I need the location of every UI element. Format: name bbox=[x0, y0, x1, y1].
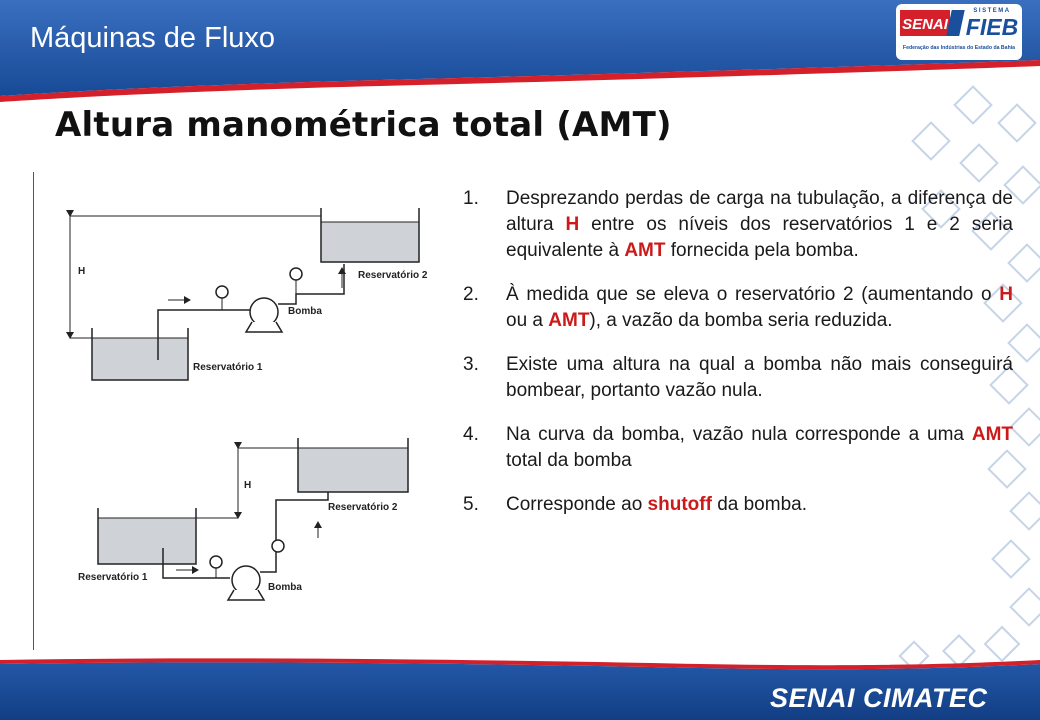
slide-title: Altura manométrica total (AMT) bbox=[55, 105, 672, 145]
text-segment: da bomba. bbox=[711, 494, 807, 515]
reservoir2-water-bottom bbox=[298, 448, 408, 492]
text-segment: Na curva da bomba, vazão nula corresponde a uma bbox=[506, 424, 972, 445]
header-title: Máquinas de Fluxo bbox=[30, 22, 276, 54]
text-segment: entre os níveis dos reservatórios 1 e 2 seria equivalente à bbox=[506, 214, 1013, 261]
text-segment: Existe uma altura na qual a bomba não mais conseguirá bombear, portanto vazão nula. bbox=[506, 354, 1013, 401]
reservoir2-label-top: Reservatório 2 bbox=[358, 270, 428, 281]
footer-brand: SENAI CIMATEC bbox=[770, 683, 988, 713]
senai-fieb-logo bbox=[896, 4, 1022, 60]
gauge-bottom-discharge bbox=[272, 540, 284, 552]
logo-sistema-text: SISTEMA bbox=[973, 8, 1011, 14]
list-item-text bbox=[506, 282, 1013, 334]
reservoir2-label-bottom: Reservatório 2 bbox=[328, 502, 398, 513]
pump-label-bottom: Bomba bbox=[268, 582, 302, 593]
list-item-text bbox=[506, 492, 1013, 518]
pump-top bbox=[250, 298, 278, 326]
text-segment: Corresponde ao bbox=[506, 494, 648, 515]
reservoir1-label-top: Reservatório 1 bbox=[193, 362, 263, 373]
highlight-term: AMT bbox=[548, 310, 590, 331]
text-segment: ou a bbox=[506, 310, 549, 331]
highlight-term: AMT bbox=[624, 240, 666, 261]
list-item-text bbox=[506, 422, 1013, 474]
highlight-term: AMT bbox=[971, 424, 1013, 445]
reservoir1-water bbox=[92, 338, 188, 380]
reservoir2-water bbox=[321, 222, 419, 262]
h-label-top: H bbox=[78, 266, 86, 277]
pump-label-top: Bomba bbox=[288, 306, 322, 317]
list-item-number: 4. bbox=[463, 424, 479, 445]
text-segment: fornecida pela bomba. bbox=[665, 240, 859, 261]
list-item-number: 5. bbox=[463, 494, 479, 515]
diagram-top bbox=[70, 208, 419, 380]
list-item-number: 1. bbox=[463, 188, 479, 209]
gauge-bottom-suction bbox=[210, 556, 222, 568]
list-item bbox=[463, 186, 1013, 264]
reservoir1-label-bottom: Reservatório 1 bbox=[78, 572, 148, 583]
highlight-term: shutoff bbox=[647, 494, 712, 515]
list-item bbox=[463, 492, 1013, 518]
gauge-top-discharge bbox=[290, 268, 302, 280]
list-item-number: 3. bbox=[463, 354, 479, 375]
reservoir1-water-bottom bbox=[98, 518, 196, 564]
text-segment: Desprezando perdas de carga na tubulação, a diferença de altura bbox=[506, 188, 1013, 235]
text-segment: À medida que se eleva o reservatório 2 (aumentando o bbox=[506, 284, 1000, 305]
list-item-text bbox=[506, 352, 1013, 404]
text-segment: total da bomba bbox=[506, 450, 632, 471]
logo-senai-text: SENAI bbox=[902, 16, 948, 33]
h-label-bottom: H bbox=[244, 480, 252, 491]
list-item bbox=[463, 282, 1013, 334]
vertical-divider bbox=[33, 172, 34, 650]
highlight-term: H bbox=[565, 214, 580, 235]
logo-caption: Federação das Indústrias do Estado da Bahia bbox=[902, 45, 1016, 51]
highlight-term: H bbox=[999, 284, 1013, 305]
logo-fieb-text: FIEB bbox=[965, 14, 1019, 40]
text-segment: ), a vazão da bomba seria reduzida. bbox=[589, 310, 893, 331]
pump-system-diagrams bbox=[38, 170, 438, 610]
amt-explanation-list bbox=[463, 186, 1013, 536]
list-item bbox=[463, 352, 1013, 404]
list-item-text bbox=[506, 186, 1013, 264]
pump-bottom bbox=[232, 566, 260, 594]
list-item bbox=[463, 422, 1013, 474]
gauge-top-suction bbox=[216, 286, 228, 298]
list-item-number: 2. bbox=[463, 284, 479, 305]
